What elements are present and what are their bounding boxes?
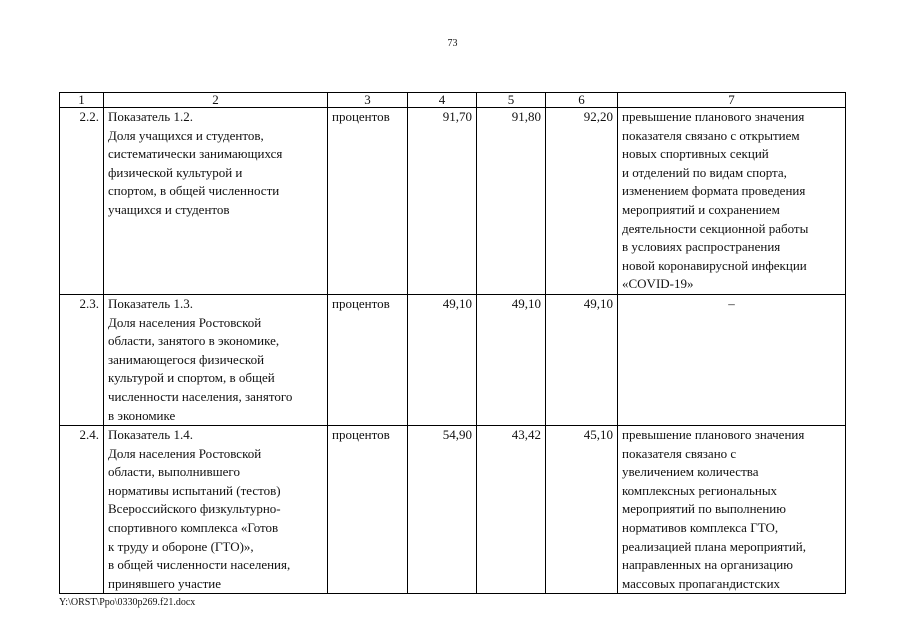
value-cell-col4: 91,70 [408, 108, 477, 295]
indicator-line: Всероссийского физкультурно- [108, 501, 281, 517]
note-line: реализацией плана мероприятий, [622, 538, 806, 554]
note-line: комплексных региональных [622, 482, 778, 498]
indicator-line: занимающегося физической [108, 351, 265, 367]
note-line: «COVID-19» [622, 276, 694, 292]
row-number: 2.2. [60, 108, 104, 295]
indicator-line: в экономике [108, 407, 176, 423]
note-line: превышение планового значения [622, 427, 805, 443]
note-cell [618, 426, 846, 594]
value-cell-col4: 49,10 [408, 294, 477, 425]
column-header: 5 [477, 93, 546, 108]
note-line: показателя связано с [622, 445, 737, 461]
indicator-line: в общей численности населения, [108, 557, 291, 573]
column-header: 2 [104, 93, 328, 108]
note-line: превышение планового значения [622, 109, 805, 124]
table-row [60, 426, 846, 594]
table-row [60, 294, 846, 425]
note-line: в условиях распространения [622, 239, 781, 255]
note-line: – [728, 295, 735, 311]
indicator-line: Доля населения Ростовской [108, 445, 262, 461]
unit-cell: процентов [328, 294, 408, 425]
indicator-line: культурой и спортом, в общей [108, 370, 275, 386]
column-header: 3 [328, 93, 408, 108]
indicator-line: области, выполнившего [108, 464, 240, 480]
note-cell [618, 294, 846, 425]
indicator-line: физической культурой и [108, 164, 243, 180]
indicator-cell [104, 294, 328, 425]
indicator-line: систематически занимающихся [108, 146, 283, 162]
value-cell-col4: 54,90 [408, 426, 477, 594]
table-row [60, 108, 846, 295]
indicator-line: Показатель 1.3. [108, 295, 193, 311]
indicator-line: области, занятого в экономике, [108, 333, 280, 349]
value-cell-col6: 92,20 [546, 108, 618, 295]
note-line: направленных на организацию [622, 557, 793, 573]
note-line: изменением формата проведения [622, 183, 806, 199]
indicator-line: к труду и обороне (ГТО)», [108, 538, 254, 554]
unit-cell: процентов [328, 108, 408, 295]
indicator-line: Показатель 1.2. [108, 109, 193, 124]
indicator-cell [104, 108, 328, 295]
table-header-row [60, 93, 846, 108]
value-cell-col5: 43,42 [477, 426, 546, 594]
row-number: 2.3. [60, 294, 104, 425]
indicator-line: Доля учащихся и студентов, [108, 127, 264, 143]
value-cell-col6: 45,10 [546, 426, 618, 594]
row-number: 2.4. [60, 426, 104, 594]
indicator-line: спортом, в общей численности [108, 183, 280, 199]
unit-cell: процентов [328, 426, 408, 594]
note-line: новых спортивных секций [622, 146, 769, 162]
column-header: 6 [546, 93, 618, 108]
note-line: массовых пропагандистских [622, 575, 781, 591]
note-line: и отделений по видам спорта, [622, 164, 787, 180]
note-line: нормативов комплекса ГТО, [622, 520, 779, 536]
value-cell-col6: 49,10 [546, 294, 618, 425]
note-line: мероприятий и сохранением [622, 201, 780, 217]
value-cell-col5: 49,10 [477, 294, 546, 425]
column-header: 4 [408, 93, 477, 108]
indicator-line: принявшего участие [108, 575, 222, 591]
column-header: 1 [60, 93, 104, 108]
note-line: новой коронавирусной инфекции [622, 257, 807, 273]
note-line: увеличением количества [622, 464, 759, 480]
note-line: показателя связано с открытием [622, 127, 800, 143]
indicator-line: нормативы испытаний (тестов) [108, 482, 281, 498]
page-number: 73 [447, 38, 458, 49]
indicator-line: учащихся и студентов [108, 201, 230, 217]
indicator-cell [104, 426, 328, 594]
indicator-line: численности населения, занятого [108, 388, 293, 404]
note-line: деятельности секционной работы [622, 220, 809, 236]
indicator-line: Доля населения Ростовской [108, 314, 262, 330]
column-header: 7 [618, 93, 846, 108]
indicator-line: Показатель 1.4. [108, 427, 193, 443]
file-path-footer: Y:\ORST\Ppo\0330p269.f21.docx [59, 597, 196, 608]
note-line: мероприятий по выполнению [622, 501, 786, 517]
report-table [59, 92, 846, 594]
value-cell-col5: 91,80 [477, 108, 546, 295]
note-cell [618, 108, 846, 295]
indicator-line: спортивного комплекса «Готов [108, 520, 279, 536]
